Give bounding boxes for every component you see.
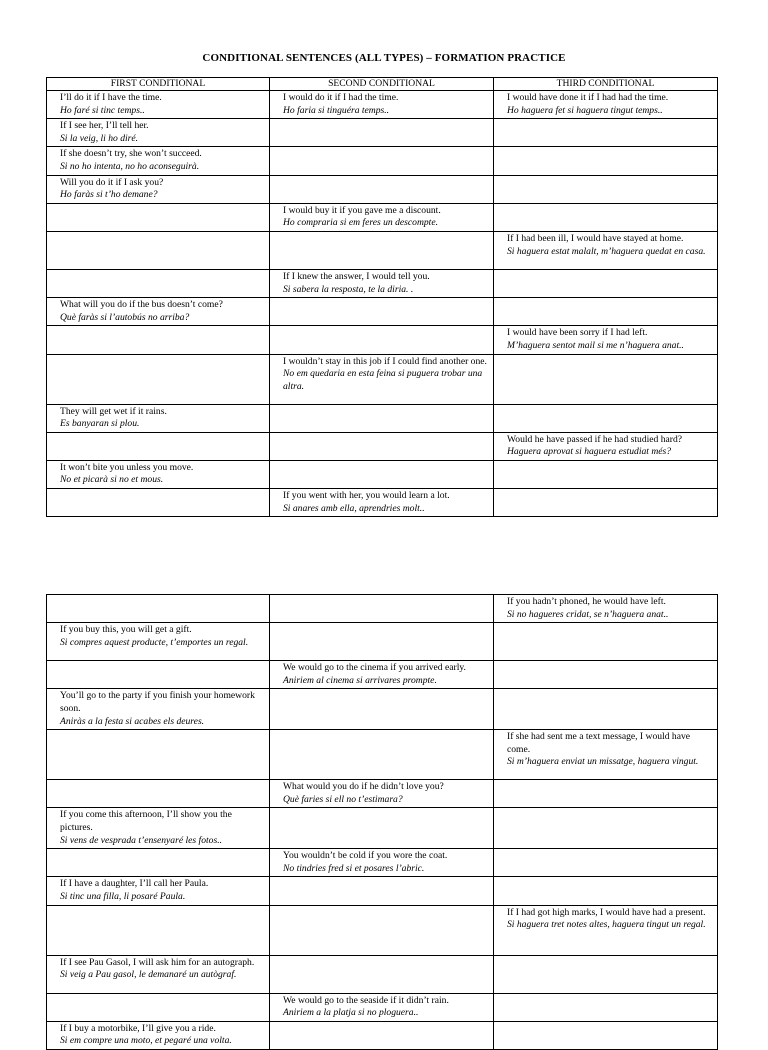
cell-third bbox=[494, 689, 718, 730]
cell-second bbox=[270, 780, 494, 808]
sentence-english: Will you do it if I ask you? bbox=[60, 176, 164, 188]
table-row bbox=[47, 147, 718, 175]
conditionals-table-2 bbox=[46, 594, 718, 1050]
cell-third bbox=[494, 354, 718, 404]
cell-third bbox=[494, 1021, 718, 1049]
sentence-english: If I had been ill, I would have stayed at home. bbox=[507, 232, 684, 244]
sentence-translation: Si veig a Pau gasol, le demanaré un autògraf. bbox=[60, 969, 237, 981]
cell-second bbox=[270, 849, 494, 877]
sentence-translation: Haguera aprovat si haguera estudiat més? bbox=[507, 446, 672, 458]
cell-first bbox=[47, 147, 270, 175]
sentence-english: I would do it if I had the time. bbox=[283, 92, 399, 103]
cell-third bbox=[494, 780, 718, 808]
cell-first bbox=[47, 460, 270, 488]
sentence-translation: Si no hagueres cridat, se n’haguera anat.. bbox=[507, 608, 669, 620]
sentence-translation: Si tinc una filla, li posaré Paula. bbox=[60, 890, 186, 902]
cell-first bbox=[47, 808, 270, 849]
cell-second bbox=[270, 955, 494, 993]
table-row bbox=[47, 780, 718, 808]
sentence-english: What will you do if the bus doesn’t come? bbox=[60, 299, 223, 311]
cell-second bbox=[270, 460, 494, 488]
sentence-translation: Què faries si ell no t’estimara? bbox=[283, 793, 403, 805]
cell-first bbox=[47, 993, 270, 1021]
cell-first bbox=[47, 623, 270, 661]
table-row bbox=[47, 623, 718, 661]
cell-second bbox=[270, 993, 494, 1021]
cell-first bbox=[47, 91, 270, 119]
cell-first bbox=[47, 849, 270, 877]
sentence-english: I would buy it if you gave me a discount. bbox=[283, 204, 441, 216]
table-row bbox=[47, 993, 718, 1021]
sentence-english: If I see Pau Gasol, I will ask him for an autograph. bbox=[60, 956, 255, 968]
sentence-translation: Ho faràs si t’ho demane? bbox=[60, 189, 158, 201]
sentence-english: They will get wet if it rains. bbox=[60, 405, 167, 417]
cell-first bbox=[47, 489, 270, 517]
cell-first bbox=[47, 689, 270, 730]
cell-second bbox=[270, 298, 494, 326]
cell-second bbox=[270, 595, 494, 623]
sentence-english: If I see her, I’ll tell her. bbox=[60, 120, 149, 132]
table-row bbox=[47, 298, 718, 326]
sentence-english: If she had sent me a text message, I would have come. bbox=[507, 731, 691, 755]
cell-third bbox=[494, 432, 718, 460]
cell-first bbox=[47, 354, 270, 404]
cell-third bbox=[494, 993, 718, 1021]
cell-third bbox=[494, 489, 718, 517]
sentence-english: I’ll do it if I have the time. bbox=[60, 92, 162, 103]
cell-third bbox=[494, 147, 718, 175]
sentence-english: If I had got high marks, I would have had a present. bbox=[507, 906, 706, 918]
table-row bbox=[47, 326, 718, 354]
table-row bbox=[47, 661, 718, 689]
sentence-english: I would have done it if I had had the time. bbox=[507, 92, 669, 103]
cell-second bbox=[270, 489, 494, 517]
sentence-translation: Si m’haguera enviat un missatge, haguera vingut. bbox=[507, 756, 699, 768]
cell-first bbox=[47, 905, 270, 955]
sentence-translation: Ho haguera fet si haguera tingut temps.. bbox=[507, 104, 663, 116]
cell-second bbox=[270, 623, 494, 661]
table-row bbox=[47, 91, 718, 119]
header-third-conditional: THIRD CONDITIONAL bbox=[494, 78, 718, 91]
sentence-translation: Ho compraria si em feres un descompte. bbox=[283, 217, 438, 229]
table-row bbox=[47, 905, 718, 955]
cell-second bbox=[270, 1021, 494, 1049]
table-row bbox=[47, 269, 718, 297]
sentence-english: If I buy a motorbike, I’ll give you a ride. bbox=[60, 1022, 216, 1034]
sentence-english: We would go to the cinema if you arrived early. bbox=[283, 662, 466, 674]
table-row bbox=[47, 877, 718, 905]
sentence-translation: Si em compre una moto, et pegaré una volta. bbox=[60, 1035, 232, 1047]
cell-third bbox=[494, 326, 718, 354]
table-row bbox=[47, 231, 718, 269]
sentence-translation: Ho faré si tinc temps.. bbox=[60, 104, 145, 116]
cell-second bbox=[270, 91, 494, 119]
conditionals-table-1 bbox=[46, 77, 718, 517]
sentence-english: If she doesn’t try, she won’t succeed. bbox=[60, 148, 202, 160]
sentence-translation: No et picarà si no et mous. bbox=[60, 474, 164, 486]
cell-third bbox=[494, 730, 718, 780]
cell-first bbox=[47, 595, 270, 623]
sentence-translation: Ho faria si tinguéra temps.. bbox=[283, 104, 390, 116]
cell-second bbox=[270, 905, 494, 955]
sentence-english: If you buy this, you will get a gift. bbox=[60, 624, 192, 636]
cell-first bbox=[47, 661, 270, 689]
sentence-translation: No em quedaria en esta feina si puguera trobar una altra. bbox=[283, 368, 483, 392]
cell-third bbox=[494, 623, 718, 661]
sentence-translation: Aniràs a la festa si acabes els deures. bbox=[60, 715, 205, 727]
sentence-english: I wouldn’t stay in this job if I could find another one. bbox=[283, 355, 487, 367]
sentence-english: You wouldn’t be cold if you wore the coat. bbox=[283, 850, 448, 862]
sentence-english: If I knew the answer, I would tell you. bbox=[283, 270, 430, 282]
cell-second bbox=[270, 808, 494, 849]
sentence-translation: Es banyaran si plou. bbox=[60, 418, 140, 430]
cell-second bbox=[270, 231, 494, 269]
table-row bbox=[47, 203, 718, 231]
cell-first bbox=[47, 877, 270, 905]
sentence-translation: Aniriem al cinema si arrivares prompte. bbox=[283, 674, 437, 686]
cell-second bbox=[270, 326, 494, 354]
table-row bbox=[47, 404, 718, 432]
header-row bbox=[47, 78, 718, 91]
sentence-translation: Si sabera la resposta, te la diria. . bbox=[283, 283, 414, 295]
sentence-english: If you come this afternoon, I’ll show you the pictures. bbox=[60, 809, 232, 833]
sentence-english: It won’t bite you unless you move. bbox=[60, 461, 194, 473]
cell-first bbox=[47, 119, 270, 147]
cell-third bbox=[494, 595, 718, 623]
sentence-english: Would he have passed if he had studied hard? bbox=[507, 433, 683, 445]
page-title: CONDITIONAL SENTENCES (ALL TYPES) – FORMATION PRACTICE bbox=[202, 52, 566, 64]
cell-first bbox=[47, 269, 270, 297]
cell-third bbox=[494, 119, 718, 147]
sentence-translation: No tindries fred si et posares l’abric. bbox=[283, 862, 425, 874]
sentence-translation: Aniriem a la platja si no ploguera.. bbox=[283, 1007, 419, 1019]
table-row bbox=[47, 849, 718, 877]
table-row bbox=[47, 595, 718, 623]
cell-first bbox=[47, 298, 270, 326]
cell-second bbox=[270, 203, 494, 231]
cell-second bbox=[270, 877, 494, 905]
header-second-conditional: SECOND CONDITIONAL bbox=[270, 78, 494, 91]
cell-third bbox=[494, 231, 718, 269]
table-row bbox=[47, 955, 718, 993]
cell-third bbox=[494, 404, 718, 432]
cell-second bbox=[270, 354, 494, 404]
sentence-english: What would you do if he didn’t love you? bbox=[283, 781, 444, 793]
sentence-translation: Si haguera estat malalt, m’haguera quedat en casa. bbox=[507, 245, 706, 257]
cell-third bbox=[494, 955, 718, 993]
cell-first bbox=[47, 231, 270, 269]
sentence-translation: Si la veig, li ho diré. bbox=[60, 132, 139, 144]
cell-first bbox=[47, 404, 270, 432]
sentence-english: We would go to the seaside if it didn’t rain. bbox=[283, 994, 449, 1006]
cell-second bbox=[270, 730, 494, 780]
table-row bbox=[47, 175, 718, 203]
header-first-conditional: FIRST CONDITIONAL bbox=[47, 78, 270, 91]
cell-second bbox=[270, 147, 494, 175]
table-row bbox=[47, 730, 718, 780]
cell-second bbox=[270, 119, 494, 147]
sentence-translation: Què faràs si l’autobús no arriba? bbox=[60, 311, 190, 323]
sentence-english: If I have a daughter, I’ll call her Paula. bbox=[60, 878, 209, 890]
sentence-translation: Si no ho intenta, no ho aconseguirà. bbox=[60, 160, 200, 172]
cell-second bbox=[270, 661, 494, 689]
cell-first bbox=[47, 955, 270, 993]
table-row bbox=[47, 808, 718, 849]
cell-first bbox=[47, 730, 270, 780]
table-row bbox=[47, 1021, 718, 1049]
cell-first bbox=[47, 175, 270, 203]
cell-third bbox=[494, 661, 718, 689]
cell-third bbox=[494, 877, 718, 905]
cell-second bbox=[270, 432, 494, 460]
cell-first bbox=[47, 432, 270, 460]
cell-first bbox=[47, 326, 270, 354]
table-row bbox=[47, 432, 718, 460]
cell-third bbox=[494, 298, 718, 326]
cell-first bbox=[47, 1021, 270, 1049]
sentence-translation: Si compres aquest producte, t’emportes un regal. bbox=[60, 636, 249, 648]
sentence-english: You’ll go to the party if you finish your homework soon. bbox=[60, 690, 255, 714]
sentence-translation: M’haguera sentot mail si me n’haguera anat.. bbox=[507, 339, 684, 351]
cell-third bbox=[494, 91, 718, 119]
sentence-translation: Si anares amb ella, aprendries molt.. bbox=[283, 502, 425, 514]
cell-second bbox=[270, 175, 494, 203]
sentence-english: I would have been sorry if I had left. bbox=[507, 327, 648, 339]
table-row bbox=[47, 354, 718, 404]
cell-third bbox=[494, 269, 718, 297]
cell-third bbox=[494, 808, 718, 849]
cell-third bbox=[494, 203, 718, 231]
table-row bbox=[47, 119, 718, 147]
cell-third bbox=[494, 849, 718, 877]
cell-third bbox=[494, 905, 718, 955]
cell-first bbox=[47, 203, 270, 231]
sentence-translation: Si vens de vesprada t’ensenyaré les fotos.. bbox=[60, 834, 222, 846]
sentence-english: If you went with her, you would learn a lot. bbox=[283, 490, 450, 502]
cell-second bbox=[270, 269, 494, 297]
cell-second bbox=[270, 404, 494, 432]
sentence-english: If you hadn’t phoned, he would have left. bbox=[507, 596, 666, 607]
cell-third bbox=[494, 460, 718, 488]
cell-first bbox=[47, 780, 270, 808]
table-row bbox=[47, 689, 718, 730]
table-row bbox=[47, 489, 718, 517]
cell-third bbox=[494, 175, 718, 203]
cell-second bbox=[270, 689, 494, 730]
sentence-translation: Si haguera tret notes altes, haguera tingut un regal. bbox=[507, 919, 706, 931]
table-row bbox=[47, 460, 718, 488]
